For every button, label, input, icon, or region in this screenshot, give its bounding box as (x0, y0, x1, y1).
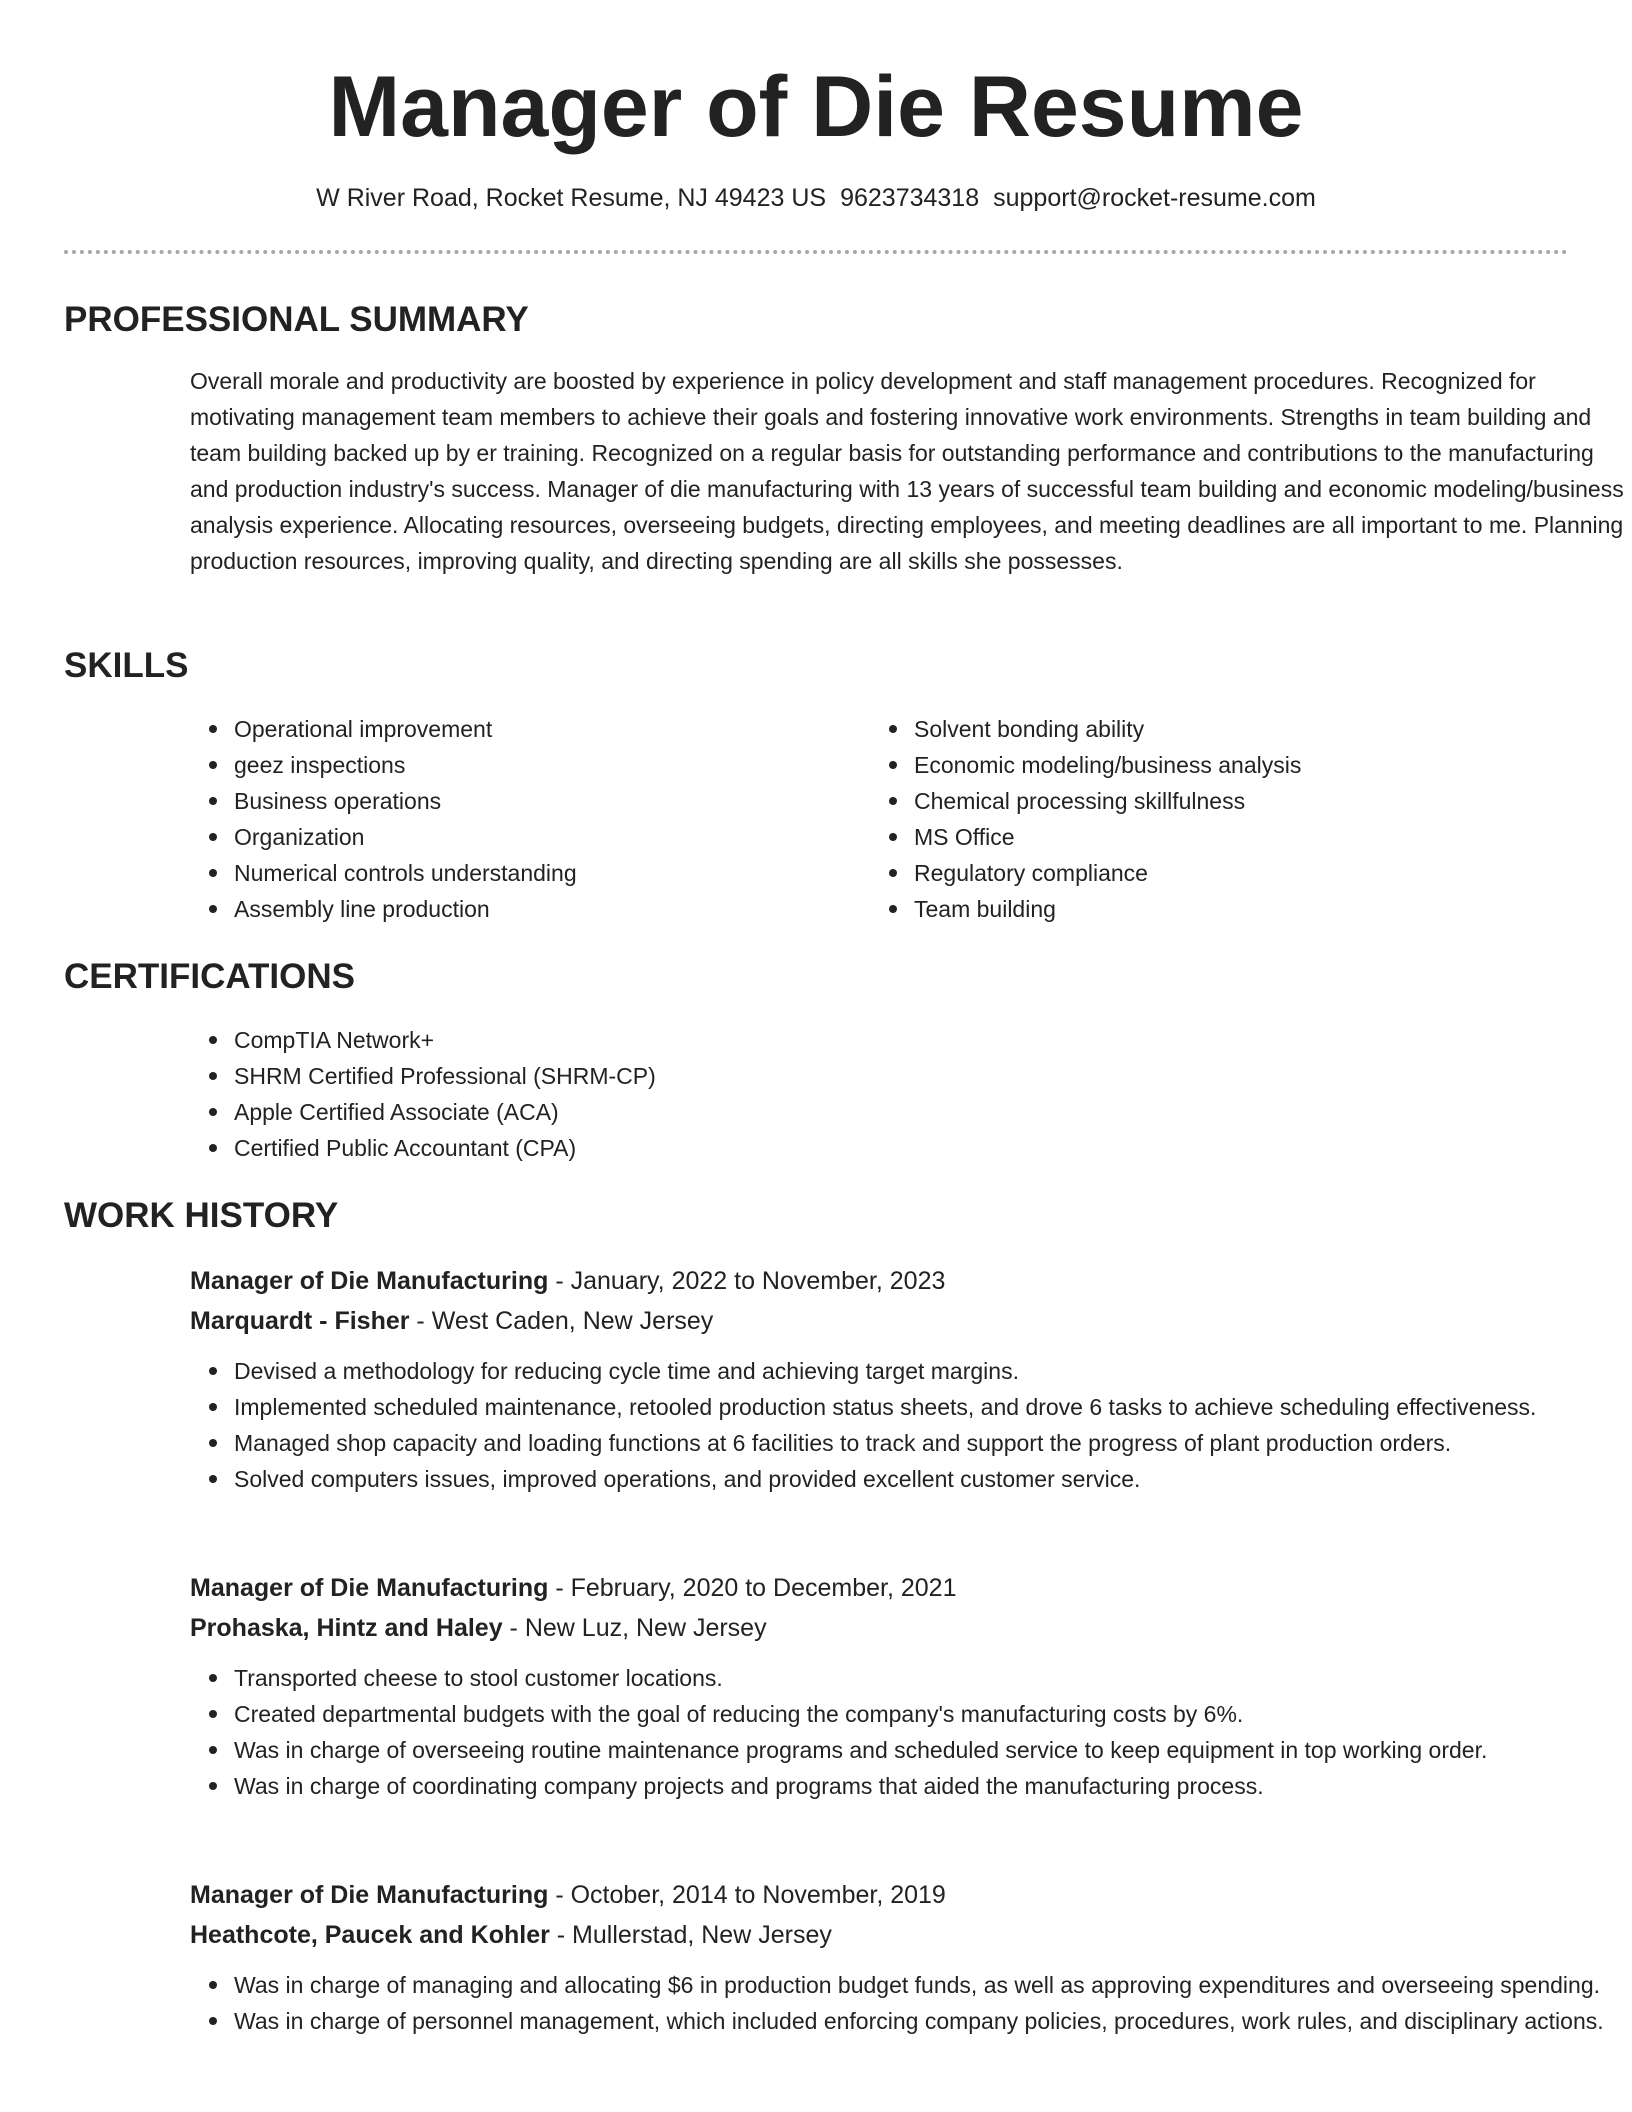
job-bullet: Managed shop capacity and loading functions at 6 facilities to track and support the progress of plant production orders. (234, 1425, 1632, 1461)
skill-item: Operational improvement (234, 711, 874, 747)
job-title: Manager of Die Manufacturing (190, 1574, 549, 1602)
skill-item: Numerical controls understanding (234, 855, 874, 891)
skill-item: Chemical processing skillfulness (914, 783, 1554, 819)
job-bullet: Was in charge of personnel management, which included enforcing company policies, procedures, work rules, and disciplinary actions. (234, 2003, 1632, 2039)
job-company: Prohaska, Hintz and Haley (190, 1614, 503, 1642)
resume-title: Manager of Die Resume (328, 59, 1304, 155)
contact-phone: 9623734318 (840, 184, 980, 212)
header-divider (64, 250, 1568, 254)
skill-item: Assembly line production (234, 891, 874, 927)
summary-text: Overall morale and productivity are boosted by experience in policy development and staff management procedures. Recognized for motivating management team members to achieve their goals and fostering innovative work environments. Strengths in team building and team building backed up by er training. Recognized on a regular basis for outstanding performance and contributions to the manufacturing and production industry's success. Manager of die manufacturing with 13 years of successful team building and economic modeling/business analysis experience. Allocating resources, overseeing budgets, directing employees, and meeting deadlines are all important to me. Planning production resources, improving quality, and directing spending are all skills she possesses. (190, 368, 1624, 574)
job-bullet: Transported cheese to stool customer locations. (234, 1660, 1632, 1696)
job-location: - New Luz, New Jersey (502, 1614, 767, 1642)
certification-item: Apple Certified Associate (ACA) (234, 1094, 1630, 1130)
certification-item: CompTIA Network+ (234, 1022, 1630, 1058)
job-company: Marquardt - Fisher (190, 1307, 410, 1335)
job-bullet: Implemented scheduled maintenance, retooled production status sheets, and drove 6 tasks to achieve scheduling effectiveness. (234, 1389, 1632, 1425)
job-bullets (190, 1660, 1632, 1804)
job-company-line (190, 1301, 1630, 1341)
job-bullet: Devised a methodology for reducing cycle time and achieving target margins. (234, 1353, 1632, 1389)
skill-item: Solvent bonding ability (914, 711, 1554, 747)
job-entry (190, 1875, 1630, 2039)
work-history-heading: WORK HISTORY (64, 1196, 339, 1235)
job-bullet: Created departmental budgets with the goal of reducing the company's manufacturing costs by 6%. (234, 1696, 1632, 1732)
certifications-section (190, 1022, 1630, 1166)
job-title-line (190, 1261, 1630, 1301)
contact-email[interactable]: support@rocket-resume.com (993, 184, 1316, 212)
job-company: Heathcote, Paucek and Kohler (190, 1921, 550, 1949)
job-bullet: Solved computers issues, improved operations, and provided excellent customer service. (234, 1461, 1632, 1497)
skills-left-column (190, 711, 874, 927)
job-bullet: Was in charge of overseeing routine maintenance programs and scheduled service to keep equipment in top working order. (234, 1732, 1632, 1768)
skill-item: MS Office (914, 819, 1554, 855)
job-location: - Mullerstad, New Jersey (549, 1921, 832, 1949)
job-dates: - February, 2020 to December, 2021 (548, 1574, 957, 1602)
job-dates: - October, 2014 to November, 2019 (548, 1881, 946, 1909)
job-title: Manager of Die Manufacturing (190, 1881, 549, 1909)
job-location: - West Caden, New Jersey (409, 1307, 714, 1335)
certification-item: Certified Public Accountant (CPA) (234, 1130, 1630, 1166)
job-bullets (190, 1967, 1632, 2039)
job-title-line (190, 1568, 1630, 1608)
job-title: Manager of Die Manufacturing (190, 1267, 549, 1295)
skills-heading: SKILLS (64, 646, 189, 685)
skill-item: Economic modeling/business analysis (914, 747, 1554, 783)
job-entry (190, 1261, 1630, 1497)
job-bullet: Was in charge of coordinating company projects and programs that aided the manufacturing process. (234, 1768, 1632, 1804)
contact-address: W River Road, Rocket Resume, NJ 49423 US (316, 184, 827, 212)
summary-section (190, 363, 1630, 579)
certification-item: SHRM Certified Professional (SHRM-CP) (234, 1058, 1630, 1094)
job-entry (190, 1568, 1630, 1804)
certifications-heading: CERTIFICATIONS (64, 957, 356, 996)
job-company-line (190, 1915, 1630, 1955)
contact-line (64, 180, 1568, 216)
certifications-list (190, 1022, 1630, 1166)
summary-heading: PROFESSIONAL SUMMARY (64, 300, 529, 339)
skill-item: Team building (914, 891, 1554, 927)
job-bullets (190, 1353, 1632, 1497)
job-bullet: Was in charge of managing and allocating $6 in production budget funds, as well as approving expenditures and overseeing spending. (234, 1967, 1632, 2003)
job-title-line (190, 1875, 1630, 1915)
skills-right-column (870, 711, 1554, 927)
skill-item: Business operations (234, 783, 874, 819)
skill-item: Regulatory compliance (914, 855, 1554, 891)
job-company-line (190, 1608, 1630, 1648)
skill-item: geez inspections (234, 747, 874, 783)
job-dates: - January, 2022 to November, 2023 (548, 1267, 946, 1295)
skill-item: Organization (234, 819, 874, 855)
